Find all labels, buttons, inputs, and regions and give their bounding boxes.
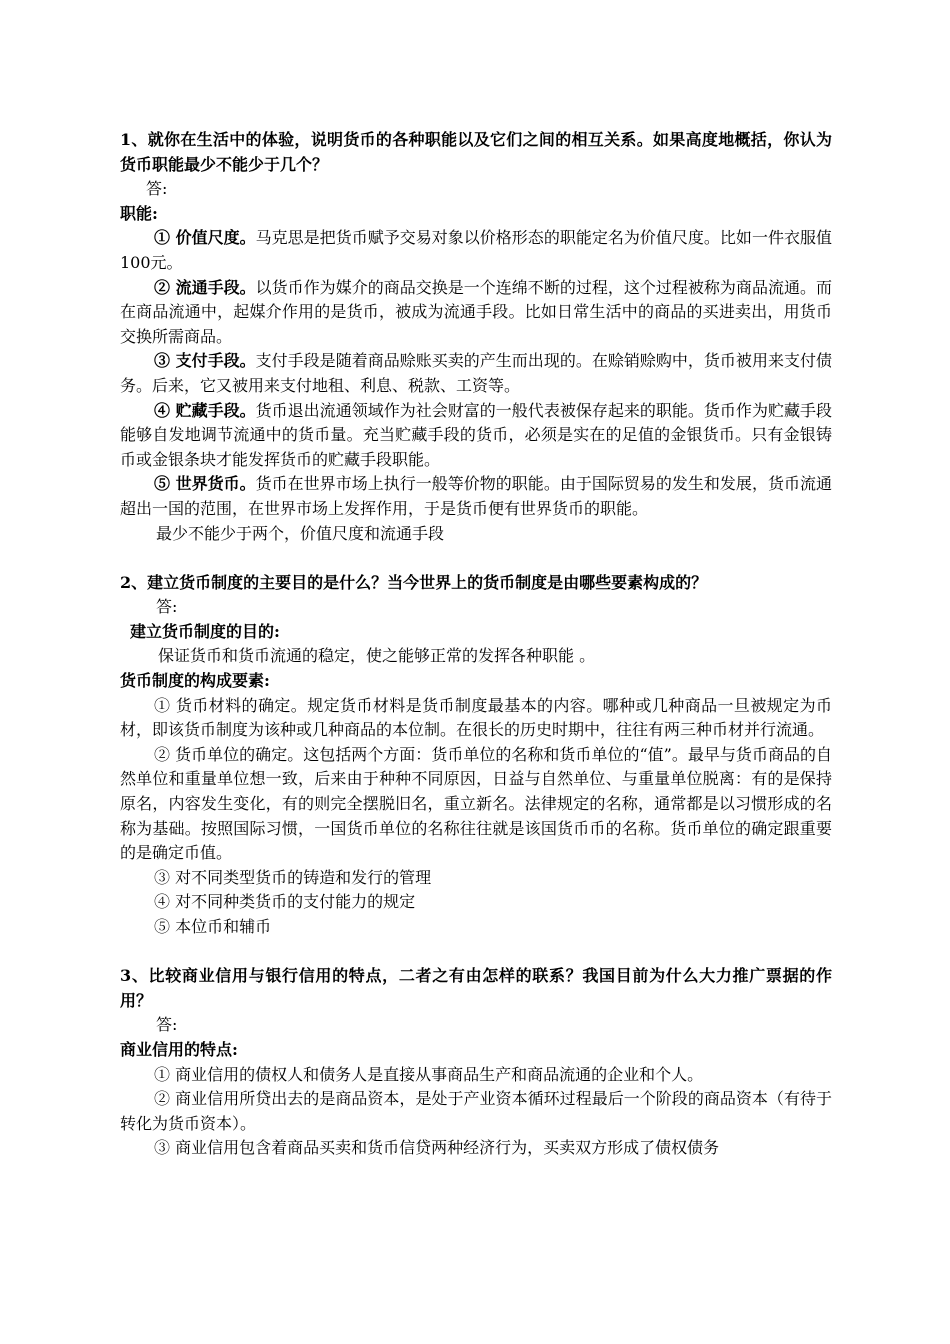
section-title-purpose: 建立货币制度的目的: — [130, 621, 280, 641]
purpose-text: 保证货币和货币流通的稳定，使之能够正常的发挥各种职能 。 — [158, 646, 596, 666]
answer-label-2: 答: — [156, 597, 178, 617]
function-item-head: ⑤ 世界货币。 — [154, 474, 256, 494]
question-1: 1、就你在生活中的体验，说明货币的各种职能以及它们之间的相互关系。如果高度地概括，你认为货币职能最少不能少于几个？ — [120, 130, 832, 174]
function-item-head: ② 流通手段。 — [154, 277, 256, 297]
function-item-text: 以货币作为媒介的商品交换是一个连绵不断的过程，这个过程被称为商品流通。而在商品流通中，起媒介作用的是货币，被成为流通手段。比如日常生活中的商品的买进卖出，用货币交换所需商品。 — [120, 277, 832, 346]
question-2: 2、建立货币制度的主要目的是什么？当今世界上的货币制度是由哪些要素构成的？ — [120, 572, 708, 592]
function-item — [120, 276, 832, 350]
answer-label-3: 答: — [156, 1015, 178, 1035]
function-item — [120, 349, 832, 398]
answer-label-1: 答: — [146, 179, 168, 199]
credit-item: ③ 商业信用包含着商品买卖和货币信贷两种经济行为，买卖双方形成了债权债务 — [154, 1138, 720, 1158]
section-title-functions: 职能: — [120, 203, 158, 223]
function-item-text: 马克思是把货币赋予交易对象以价格形态的职能定名为价值尺度。比如一件衣服值100元。 — [120, 228, 832, 272]
function-item-head: ③ 支付手段。 — [154, 351, 256, 371]
function-item-text: 货币退出流通领域作为社会财富的一般代表被保存起来的职能。货币作为贮藏手段能够自发地调节流通中的货币量。充当贮藏手段的货币，必须是实在的足值的金银货币。只有金银铸币或金银条块才能发挥货币的贮藏手段职能。 — [120, 400, 832, 469]
function-item-text: 支付手段是随着商品赊账买卖的产生而出现的。在赊销赊购中，货币被用来支付债务。后来，它又被用来支付地租、利息、税款、工资等。 — [120, 351, 832, 395]
function-item-head: ① 价值尺度。 — [154, 228, 256, 248]
spacer — [120, 940, 832, 965]
document-page — [120, 128, 832, 1161]
section-title-elements: 货币制度的构成要素: — [120, 671, 270, 691]
function-item — [120, 399, 832, 473]
element-item: ③ 对不同类型货币的铸造和发行的管理 — [154, 867, 432, 887]
section-title-commercial-credit: 商业信用的特点: — [120, 1039, 238, 1059]
spacer — [120, 546, 832, 571]
question-3: 3、比较商业信用与银行信用的特点，二者之有由怎样的联系？我国目前为什么大力推广票据的作用？ — [120, 966, 832, 1010]
element-item: ① 货币材料的确定。规定货币材料是货币制度最基本的内容。哪种或几种商品一旦被规定为币材，即该货币制度为该种或几种商品的本位制。在很长的历史时期中，往往有两三种币材并行流通。 — [120, 695, 832, 740]
conclusion-1: 最少不能少于两个，价值尺度和流通手段 — [156, 523, 445, 543]
credit-item: ① 商业信用的债权人和债务人是直接从事商品生产和商品流通的企业和个人。 — [154, 1064, 704, 1084]
element-item: ⑤ 本位币和辅币 — [154, 917, 272, 936]
function-item-head: ④ 贮藏手段。 — [154, 400, 256, 420]
function-item — [120, 226, 832, 275]
function-item-text: 货币在世界市场上执行一般等价物的职能。由于国际贸易的发生和发展，货币流通超出一国的范围，在世界市场上发挥作用，于是货币便有世界货币的职能。 — [120, 474, 832, 518]
credit-item: ② 商业信用所贷出去的是商品资本，是处于产业资本循环过程最后一个阶段的商品资本（有待于转化为货币资本）。 — [120, 1089, 832, 1133]
function-item — [120, 472, 832, 521]
element-item: ④ 对不同种类货币的支付能力的规定 — [154, 892, 416, 912]
element-item: ② 货币单位的确定。这包括两个方面：货币单位的名称和货币单位的“值”。最早与货币商品的自然单位和重量单位想一致，后来由于种种不同原因，日益与自然单位、与重量单位脱离：有的是保持原名，内容发生变化，有的则完全摆脱旧名，重立新名。法律规定的名称，通常都是以习惯形成的名称为基础。按照国际习惯，一国货币单位的名称往往就是该国货币币的名称。货币单位的确定跟重要的是确定币值。 — [120, 744, 832, 863]
